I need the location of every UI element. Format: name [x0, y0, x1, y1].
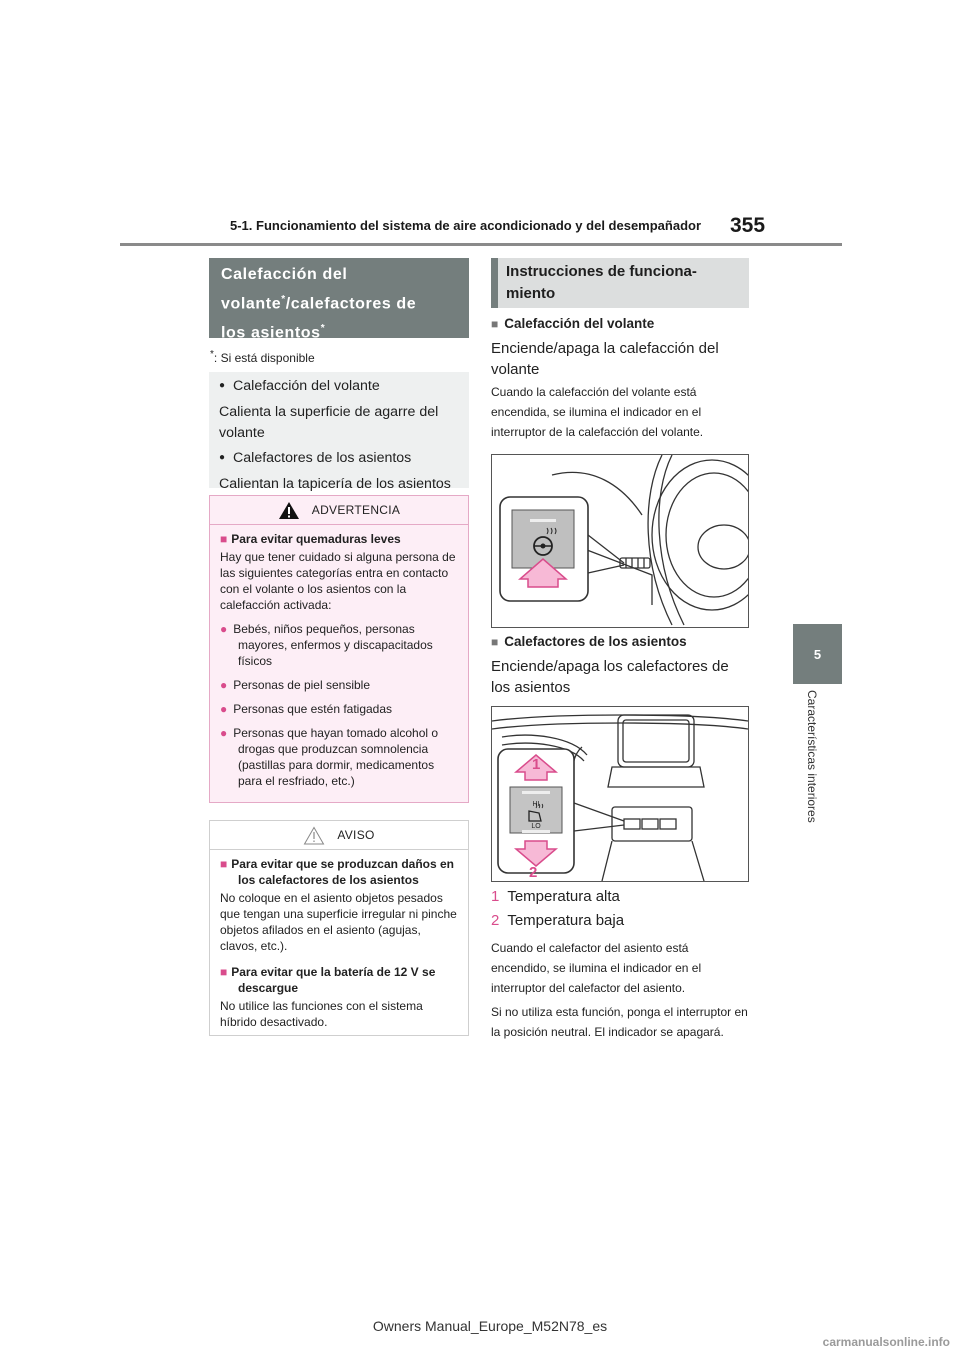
switch-hi-label: HI	[532, 801, 540, 808]
notice-text: No utilice las funciones con el sistema híbrido desactivado.	[220, 999, 423, 1029]
seat-heater-lead: Enciende/apaga los calefactores de los asientos	[491, 658, 729, 696]
steering-heater-note: Cuando la calefacción del volante está encendida, se ilumina el indicador en el interruptor de la calefacción del volante.	[491, 385, 704, 439]
section-heading-heaters: Calefacción del volante*/calefactores de los asientos*	[209, 258, 469, 338]
page-number: 355	[730, 214, 766, 237]
warning-box	[209, 495, 469, 803]
callout-legend-high: 1 Temperatura alta	[491, 888, 620, 905]
warning-triangle-icon	[278, 501, 300, 520]
availability-footnote: *: Si está disponible	[210, 349, 315, 365]
chapter-tab[interactable]: 5	[793, 624, 842, 684]
warning-heading: ■ Para evitar quemaduras leves	[220, 531, 458, 547]
chapter-title: 5-1. Funcionamiento del sistema de aire acondicionado y del desempañador	[230, 218, 702, 233]
switch-lo-label: LO	[531, 823, 541, 830]
header-rule	[120, 243, 842, 246]
notice-text: No coloque en el asiento objetos pesados que tengan una superficie irregular ni pinche objetos afilados en el asiento (agujas, clavos, etc.).	[220, 891, 457, 953]
warning-intro: Hay que tener cuidado si alguna persona de las siguientes categorías entra en contacto con el volante o los asientos con la calefacción activada:	[220, 550, 456, 612]
callout-1: 1	[532, 756, 541, 773]
notice-heading: ■ Para evitar que se produzcan daños en los calefactores de los asientos	[220, 856, 458, 888]
seat-heater-neutral-note: Si no utiliza esta función, ponga el interruptor en la posición neutral. El indicador se apagará.	[491, 1005, 748, 1039]
feature-desc-seats: Calientan la tapicería de los asientos	[219, 476, 451, 492]
warning-title: ADVERTENCIA	[210, 496, 468, 525]
seat-heater-diagram	[492, 707, 748, 881]
notice-title: AVISO	[210, 821, 468, 850]
notice-heading: ■ Para evitar que la batería de 12 V se descargue	[220, 964, 458, 996]
feature-desc-steering: Calienta la superficie de agarre del volante	[219, 404, 439, 441]
chapter-tab-label: Características interiores	[805, 690, 819, 823]
steering-wheel-diagram	[492, 455, 748, 627]
feature-title-steering: ● Calefacción del volante	[219, 376, 459, 398]
seat-heater-illustration	[491, 706, 749, 882]
document-id: Owners Manual_Europe_M52N78_es	[372, 1318, 608, 1334]
seat-heater-note: Cuando el calefactor del asiento está encendido, se ilumina el indicador en el interruptor del calefactor del asiento.	[491, 941, 702, 995]
seat-heater-heading: ■ Calefactores de los asientos	[491, 634, 749, 649]
steering-heater-illustration	[491, 454, 749, 628]
steering-heater-heading: ■ Calefacción del volante	[491, 316, 749, 331]
caution-triangle-icon	[303, 826, 325, 845]
warning-item: ● Personas de piel sensible	[220, 677, 458, 693]
watermark: carmanualsonline.info	[822, 1335, 950, 1349]
callout-legend-low: 2 Temperatura baja	[491, 912, 625, 929]
feature-title-seats: ● Calefactores de los asientos	[219, 448, 459, 470]
section-heading-instructions: Instrucciones de funciona- miento	[491, 258, 749, 308]
notice-box	[209, 820, 469, 1036]
warning-item: ● Personas que estén fatigadas	[220, 701, 458, 717]
features-box	[209, 372, 469, 492]
warning-item: ● Bebés, niños pequeños, personas mayores, enfermos y discapacitados físicos	[220, 621, 458, 669]
callout-2: 2	[529, 864, 538, 881]
steering-heater-lead: Enciende/apaga la calefacción del volante	[491, 340, 719, 378]
warning-item: ● Personas que hayan tomado alcohol o drogas que produzcan somnolencia (pastillas para dormir, medicamentos para el resfriado, etc.)	[220, 725, 458, 789]
